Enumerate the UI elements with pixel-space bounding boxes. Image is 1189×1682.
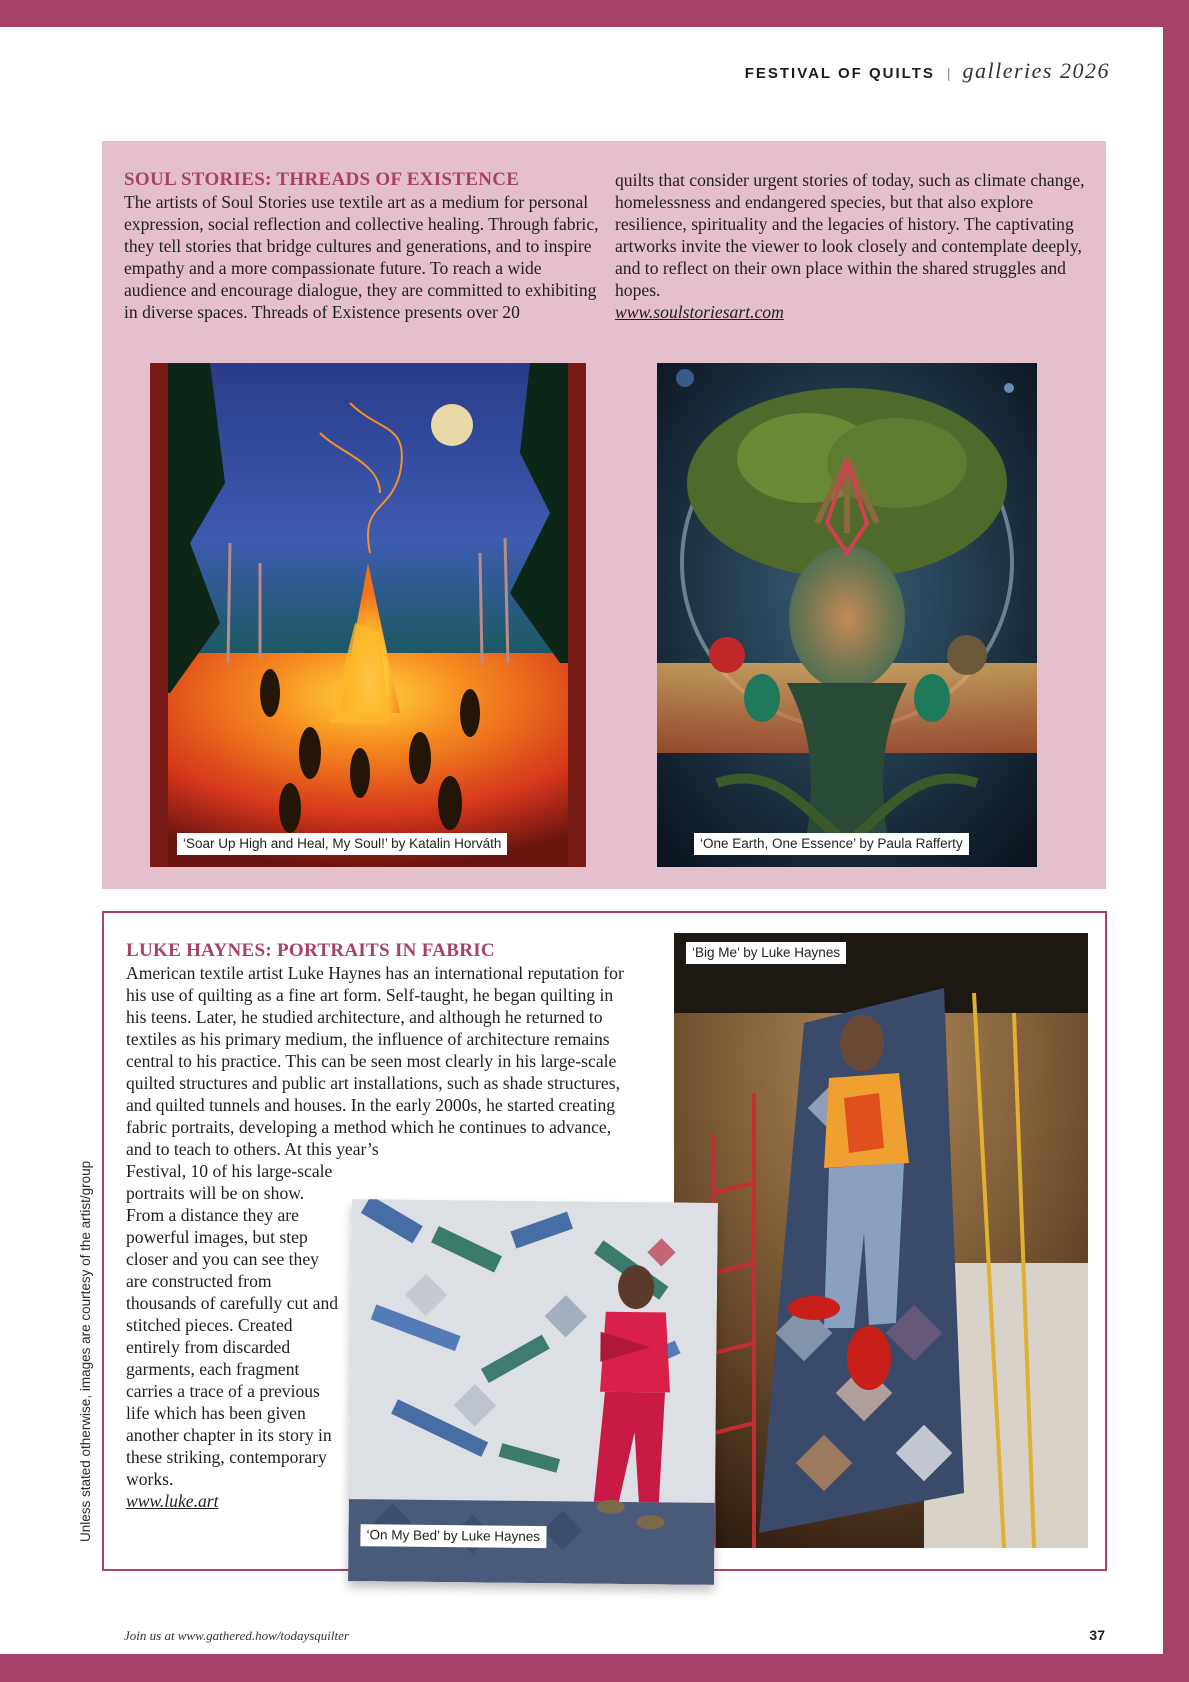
- right-border: [1163, 0, 1189, 1682]
- luke-haynes-text-wide: American textile artist Luke Haynes has an international reputation for his use of quilting as a fine art form. Self-taught, he began quilting in his teens. Later, he studied architecture, and although he returned to textiles as his primary medium, the influence of architecture remains central to his practice. This can be seen most clearly in his large-scale quilted structures and public art installations, such as shade structures, and quilted tunnels and houses. In the early 2000s, he started creating fabric portraits, developing a method which he continues to advance, and to teach to others. At this year’s: [126, 963, 624, 1159]
- luke-haynes-title: LUKE HAYNES: PORTRAITS IN FABRIC: [126, 940, 495, 961]
- artwork-one-earth-image: [657, 363, 1037, 867]
- artwork-big-me: [674, 933, 1088, 1548]
- soul-stories-link[interactable]: www.soulstoriesart.com: [615, 302, 784, 322]
- running-header: [745, 58, 1110, 84]
- bottom-border: [0, 1654, 1189, 1682]
- luke-haynes-text-block: [126, 940, 626, 1512]
- luke-haynes-panel: [102, 911, 1107, 1571]
- artwork-one-earth-caption: ‘One Earth, One Essence’ by Paula Rafferty: [694, 833, 969, 855]
- soul-stories-text-1: The artists of Soul Stories use textile art as a medium for personal expression, social reflection and collective healing. Through fabric, they tell stories that bridge cultures and generations, and to inspire empathy and a more compassionate future. To reach a wide audience and encourage dialogue, they are committed to exhibiting in diverse spaces. Threads of Existence presents over 20: [124, 192, 599, 322]
- artwork-big-me-caption: ‘Big Me’ by Luke Haynes: [686, 942, 846, 964]
- soul-stories-title: SOUL STORIES: THREADS OF EXISTENCE: [124, 169, 520, 190]
- image-credit: Unless stated otherwise, images are courtesy of the artist/group: [78, 1160, 93, 1542]
- soul-stories-col2: [615, 169, 1085, 323]
- footer-join-text: Join us at www.gathered.how/todaysquilter: [124, 1628, 349, 1643]
- luke-haynes-text-narrow: Festival, 10 of his large-scale portraits will be on show. From a distance they are powerful images, but step closer and you can see they are constructed from thousands of carefully cut and stitched pieces. Created entirely from discarded garments, each fragment carries a trace of a previous life which has been given another chapter in its story in these striking, contemporary works.: [126, 1161, 339, 1489]
- page-number: 37: [1089, 1627, 1105, 1643]
- luke-haynes-link[interactable]: www.luke.art: [126, 1491, 219, 1511]
- header-section: galleries 2026: [962, 58, 1110, 83]
- artwork-big-me-image: [674, 933, 1088, 1548]
- artwork-on-my-bed-caption: ‘On My Bed’ by Luke Haynes: [360, 1524, 546, 1548]
- artwork-soar-up-high-image: [150, 363, 586, 867]
- top-border: [0, 0, 1189, 27]
- soul-stories-panel: [102, 141, 1106, 889]
- artwork-one-earth: [657, 363, 1037, 867]
- soul-stories-text-2: quilts that consider urgent stories of today, such as climate change, homelessness and endangered species, but that also explore resilience, spirituality and the legacies of history. The captivating artworks invite the viewer to look closely and contemplate deeply, and to reflect on their own place within the shared struggles and hopes.: [615, 170, 1085, 300]
- header-brand: FESTIVAL OF QUILTS: [744, 65, 935, 82]
- artwork-soar-up-high-caption: ‘Soar Up High and Heal, My Soul!’ by Katalin Horváth: [177, 833, 507, 855]
- artwork-soar-up-high: [150, 363, 586, 867]
- header-separator: |: [946, 65, 951, 81]
- soul-stories-col1: [124, 169, 602, 323]
